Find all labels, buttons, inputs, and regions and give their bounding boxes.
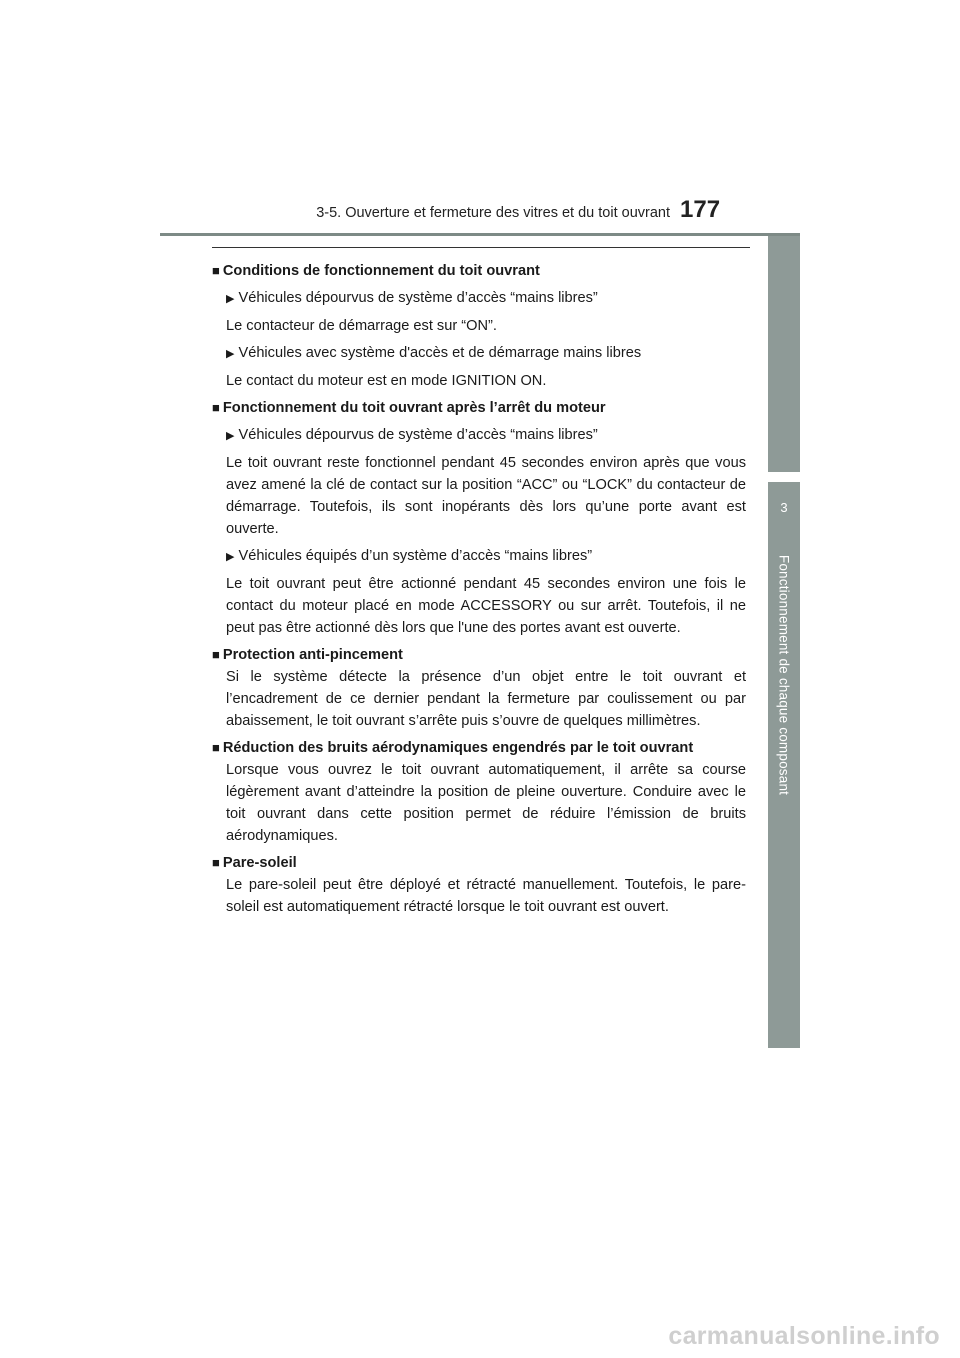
paragraph: Lorsque vous ouvrez le toit ouvrant automatiquement, il arrête sa course légèrement avant d’atteindre la position de pleine ouverture. Conduire avec le toit ouvrant dans cette position permet de réduire l’émission de bruits aérodynamiques.	[226, 762, 746, 844]
paragraph: Le contacteur de démarrage est sur “ON”.	[226, 318, 497, 334]
sub-heading	[212, 545, 746, 568]
chapter-number: 3	[780, 500, 788, 515]
triangle-bullet-icon: ▶	[226, 348, 235, 360]
section-heading	[212, 644, 746, 666]
section-heading-text: Conditions de fonctionnement du toit ouvrant	[222, 263, 540, 279]
paragraph: Le contact du moteur est en mode IGNITION ON.	[226, 373, 547, 389]
paragraph: Le pare-soleil peut être déployé et rétracté manuellement. Toutefois, le pare-soleil est automatiquement rétracté lorsque le toit ouvrant est ouvert.	[226, 877, 746, 915]
paragraph: Si le système détecte la présence d’un objet entre le toit ouvrant et l’encadrement de ce dernier pendant la fermeture par coulissement ou par abaissement, le toit ouvrant s’arrête puis s’ouvre de quelques millimètres.	[226, 669, 746, 729]
section-heading	[212, 260, 746, 282]
section-heading	[212, 852, 746, 874]
triangle-bullet-icon: ▶	[226, 293, 235, 305]
square-bullet-icon: ■	[212, 400, 220, 415]
square-bullet-icon: ■	[212, 855, 220, 870]
section-heading-text: Protection anti-pincement	[222, 647, 403, 663]
sub-heading-text: Véhicules avec système d'accès et de démarrage mains libres	[238, 345, 642, 361]
watermark: carmanualsonline.info	[668, 1322, 940, 1350]
paragraph: Le toit ouvrant reste fonctionnel pendant 45 secondes environ après que vous avez amené la clé de contact sur la position “ACC” ou “LOCK” du contacteur de démarrage. Toutefois, ils sont inopérants dès lors qu’une porte avant est ouverte.	[226, 455, 746, 537]
paragraph: Le toit ouvrant peut être actionné pendant 45 secondes environ une fois le contact du moteur placé en mode ACCESSORY ou sur arrêt. Toutefois, il ne peut pas être actionné dès lors que l'une des portes avant est ouverte.	[226, 576, 746, 636]
section-heading	[212, 397, 746, 419]
sub-heading	[212, 342, 746, 365]
sub-heading-text: Véhicules équipés d’un système d’accès “mains libres”	[238, 548, 593, 564]
sub-heading-text: Véhicules dépourvus de système d’accès “mains libres”	[238, 290, 598, 306]
header-section-title: 3-5. Ouverture et fermeture des vitres et du toit ouvrant	[316, 205, 670, 221]
chapter-title: Fonctionnement de chaque composant	[776, 554, 792, 796]
page-number: 177	[680, 196, 721, 223]
square-bullet-icon: ■	[212, 740, 220, 755]
square-bullet-icon: ■	[212, 647, 220, 662]
section-heading	[212, 737, 746, 759]
sub-heading	[212, 287, 746, 310]
section-heading-text: Pare-soleil	[222, 855, 297, 871]
sub-heading	[212, 424, 746, 447]
side-tab-gap	[768, 472, 800, 482]
page-content	[212, 255, 746, 918]
square-bullet-icon: ■	[212, 263, 220, 278]
section-heading-text: Réduction des bruits aérodynamiques engendrés par le toit ouvrant	[222, 740, 694, 756]
sub-heading-text: Véhicules dépourvus de système d’accès “mains libres”	[238, 427, 598, 443]
triangle-bullet-icon: ▶	[226, 551, 235, 563]
section-heading-text: Fonctionnement du toit ouvrant après l’arrêt du moteur	[222, 400, 606, 416]
header-rule	[160, 233, 800, 236]
triangle-bullet-icon: ▶	[226, 430, 235, 442]
content-rule	[212, 247, 750, 248]
